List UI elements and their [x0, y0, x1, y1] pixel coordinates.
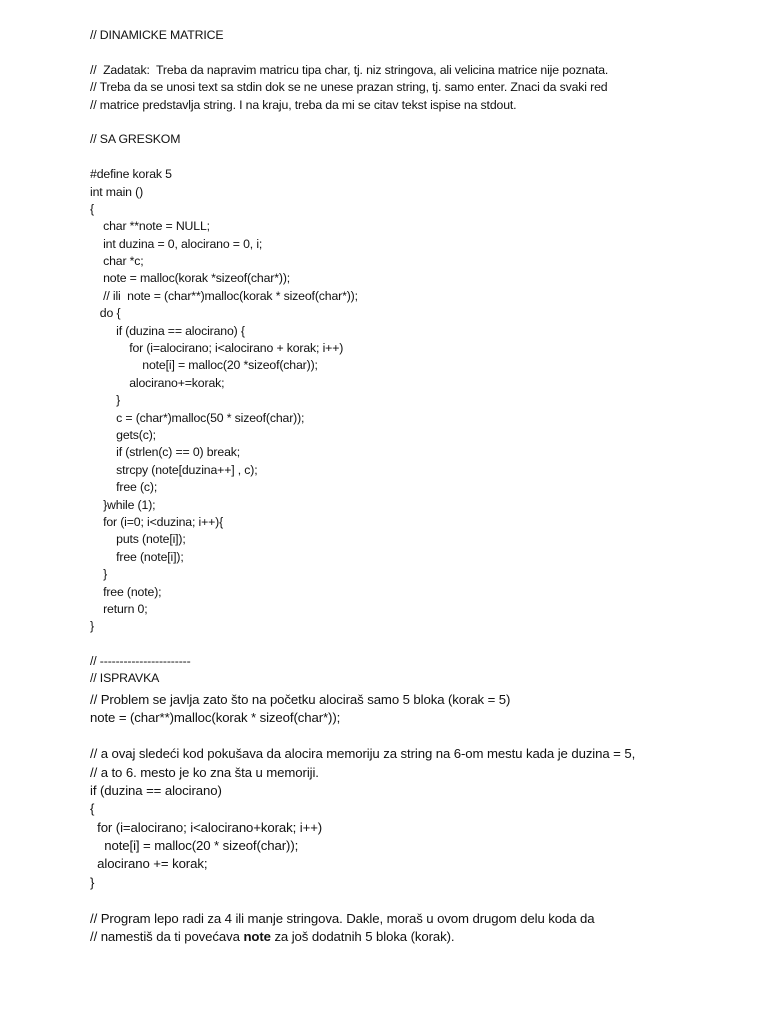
blank-line [90, 672, 750, 690]
text-line: // ----------------------- [90, 654, 191, 669]
text-line: for (i=alocirano; i<alocirano + korak; i++) [90, 341, 344, 356]
text-line: c = (char*)malloc(50 * sizeof(char)); [90, 410, 305, 425]
text-line: free (note); [90, 584, 162, 599]
text-line: free (note[i]); [90, 549, 184, 564]
blank-line [90, 636, 750, 653]
blank-line [90, 44, 750, 61]
text-line: // a to 6. mesto je ko zna šta u memoriji. [90, 764, 319, 780]
text-line: int main () [90, 184, 144, 199]
text-line: // Treba da se unosi text sa stdin dok se ne unese prazan string, tj. samo enter. Znaci da svaki red [90, 80, 608, 95]
text-line: for (i=alocirano; i<alocirano+korak; i++) [90, 819, 323, 835]
text-line: note = (char**)malloc(korak * sizeof(char*)); [90, 709, 341, 725]
text-line: note = malloc(korak *sizeof(char*)); [90, 271, 291, 286]
text-line: if (duzina == alocirano) { [90, 323, 245, 338]
text-line: } [90, 874, 95, 890]
bold-note-word: note [243, 929, 271, 945]
text-line: // matrice predstavlja string. I na kraju, treba da mi se citav tekst ispise na stdout. [90, 97, 517, 112]
blank-line [90, 114, 750, 131]
text-line: puts (note[i]); [90, 532, 186, 547]
code-listing [90, 27, 750, 688]
text-line: // Zadatak: Treba da napravim matricu tipa char, tj. niz stringova, ali velicina matrice nije poznata. [90, 62, 609, 77]
text-line: strcpy (note[duzina++] , c); [90, 462, 258, 477]
blank-line [90, 727, 750, 745]
final-line-after: za još dodatnih 5 bloka (korak). [270, 929, 455, 945]
blank-line [90, 654, 750, 672]
text-line: if (duzina == alocirano) [90, 783, 222, 799]
blank-line [90, 892, 750, 910]
text-line: char *c; [90, 254, 144, 269]
text-line: } [90, 567, 108, 582]
text-line: } [90, 393, 121, 408]
text-line: alocirano += korak; [90, 856, 208, 872]
text-line: // DINAMICKE MATRICE [90, 28, 224, 42]
text-line: do { [90, 306, 121, 321]
text-line: // ili note = (char**)malloc(korak * sizeof(char*)); [90, 288, 358, 303]
text-line: note[i] = malloc(20 * sizeof(char)); [90, 837, 299, 853]
text-line: // ISPRAVKA [90, 671, 160, 686]
text-line: free (c); [90, 480, 158, 495]
text-line: // a ovaj sledeći kod pokušava da alocira memoriju za string na 6-om mestu kada je duzina = 5, [90, 746, 636, 762]
final-line-before: // namestiš da ti povećava [90, 929, 244, 945]
text-line: { [90, 801, 95, 817]
text-line: #define korak 5 [90, 167, 172, 182]
text-line: // Problem se javlja zato što na početku alociraš samo 5 bloka (korak = 5) [90, 691, 511, 707]
text-line: } [90, 619, 94, 634]
text-line: for (i=0; i<duzina; i++){ [90, 514, 224, 529]
blank-line [90, 149, 750, 166]
text-line: if (strlen(c) == 0) break; [90, 445, 241, 460]
text-line: alocirano+=korak; [90, 375, 225, 390]
text-line: char **note = NULL; [90, 219, 210, 234]
text-line: { [90, 201, 94, 216]
text-line: }while (1); [90, 497, 156, 512]
correction-section [90, 654, 750, 947]
text-line: return 0; [90, 601, 148, 616]
text-line: gets(c); [90, 427, 156, 442]
final-text-line [90, 928, 750, 946]
text-line: // Program lepo radi za 4 ili manje stringova. Dakle, moraš u ovom drugom delu koda da [90, 911, 595, 927]
text-line: // SA GRESKOM [90, 132, 181, 147]
text-line: int duzina = 0, alocirano = 0, i; [90, 236, 263, 251]
text-line: note[i] = malloc(20 *sizeof(char)); [90, 358, 318, 373]
